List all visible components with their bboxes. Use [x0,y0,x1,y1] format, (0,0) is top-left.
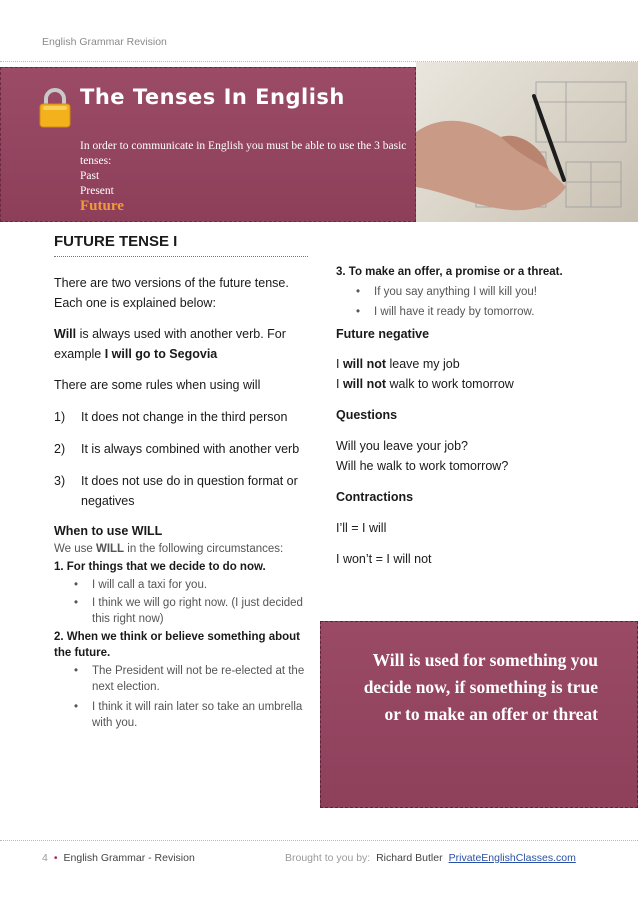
contractions-heading: Contractions [336,490,414,504]
will-bold: Will [54,327,77,341]
when-bold: WILL [95,543,125,555]
when-pre: We use [54,543,96,555]
website-link[interactable]: PrivateEnglishClasses.com [448,852,576,864]
case-one-heading: 1. For things that we decide to do now. [54,561,266,573]
will-text: is always used with another verb. For example [54,327,286,361]
rules-intro: There are some rules when using will [54,378,261,392]
rule-item [54,439,316,459]
author-name: Richard Butler [376,852,443,864]
section-title: FUTURE TENSE I [54,233,178,250]
rule-number: 2) [54,442,66,456]
rule-item [54,471,316,511]
negative-heading: Future negative [336,327,430,341]
padlock-icon [37,88,73,128]
negative-example [336,374,606,394]
when-paragraph [54,541,316,557]
tense-past: Past [80,170,100,182]
list-item: • The President will not be re-elected at the next election. [54,663,316,695]
banner-intro-text: In order to communicate in English you must be able to use the 3 basic tenses: [80,140,407,167]
blueprint-illustration [416,62,638,222]
negative-post: leave my job [386,357,460,371]
footer [42,852,576,864]
case-three-heading: 3. To make an offer, a promise or a threat. [336,266,563,278]
page-title: The Tenses In English [80,85,345,109]
banner-intro [80,139,410,214]
contraction-example: I’ll = I will [336,521,387,535]
question-example: Will you leave your job? [336,439,469,453]
question-example: Will he walk to work tomorrow? [336,459,509,473]
rule-text: It does not use do in question format or negatives [81,474,298,508]
hand-drawing-photo [416,62,638,222]
intro-paragraph: There are two versions of the future tense. Each one is explained below: [54,276,289,310]
case-one-list [54,577,316,627]
footer-book-title: English Grammar - Revision [63,852,195,864]
case-two-list [54,663,316,731]
negative-post: walk to work tomorrow [386,377,514,391]
contraction-example: I won’t = I will not [336,552,432,566]
rule-text: It does not change in the third person [81,410,288,424]
list-item: • I will have it ready by tomorrow. [336,304,606,320]
left-column [54,273,316,731]
case-three-list [336,284,606,320]
section-divider [54,256,308,257]
rule-number: 1) [54,410,66,424]
page-number: 4 [42,852,48,864]
footer-credit [285,852,576,864]
list-item: • If you say anything I will kill you! [336,284,606,300]
negative-pre: I [336,377,343,391]
when-heading: When to use WILL [54,524,163,538]
running-title: English Grammar Revision [42,36,167,48]
rule-number: 3) [54,474,66,488]
negative-example [336,354,606,374]
when-post: in the following circumstances: [124,543,284,555]
will-paragraph [54,324,316,364]
negative-bold: will not [342,377,387,391]
negative-pre: I [336,357,343,371]
list-item: • I will call a taxi for you. [54,577,316,593]
rule-item [54,407,316,427]
right-column [336,264,606,569]
tense-present: Present [80,185,114,197]
case-two-heading: 2. When we think or believe something about the future. [54,631,301,659]
list-item: • I think we will go right now. (I just decided this right now) [54,595,316,627]
tense-future: Future [80,198,124,214]
negative-bold: will not [342,357,387,371]
callout-text: Will is used for something you decide now, if something is true or to make an offer or threat [363,650,598,724]
will-example: I will go to Segovia [104,347,218,361]
rule-text: It is always combined with another verb [81,442,300,456]
bullet-dot-icon: • [53,852,58,864]
list-item: • I think it will rain later so take an umbrella with you. [54,699,316,731]
questions-heading: Questions [336,408,398,422]
footer-divider [0,840,638,841]
brought-by-label: Brought to you by: [285,852,371,864]
